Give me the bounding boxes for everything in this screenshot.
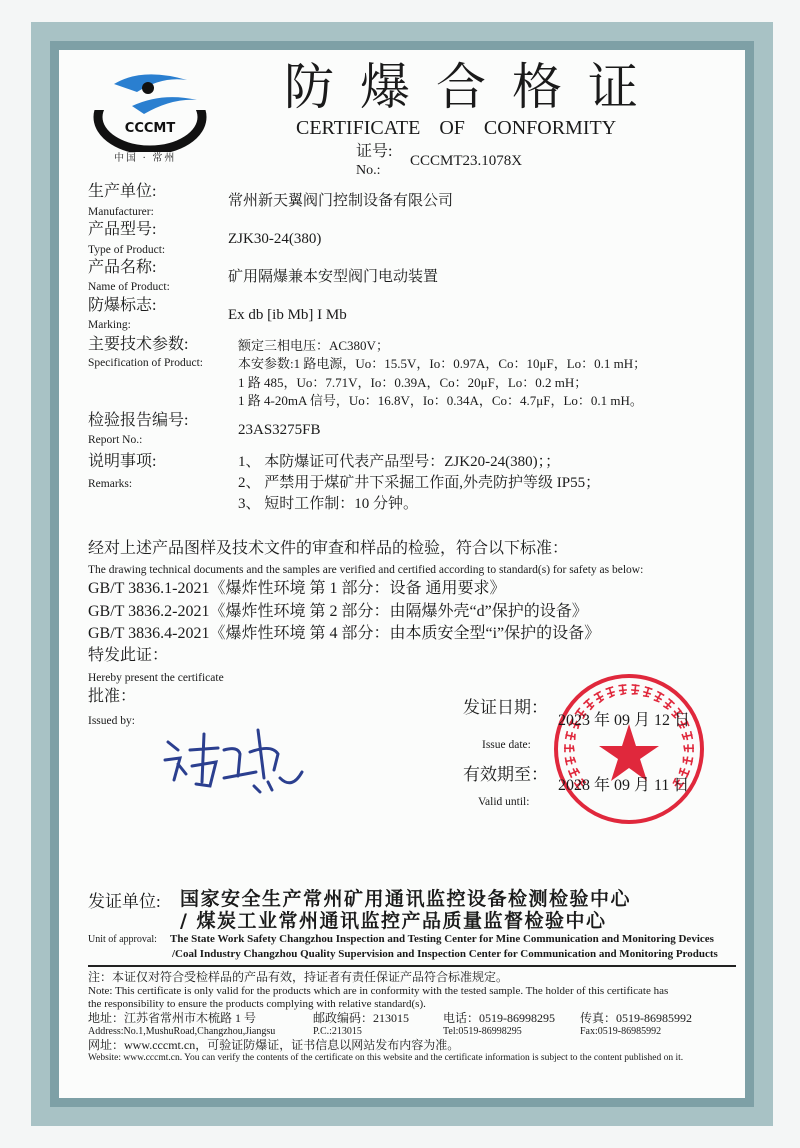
cert-no: CCCMT23.1078X — [410, 153, 523, 169]
issue-date-label-en: Issue date: — [482, 739, 531, 751]
valid-until-label-cn: 有效期至： — [463, 765, 548, 784]
spec-line: 本安参数:1 路电源，Uo：15.5V，Io：0.97A，Co：10μF，Lo：0.1 mH； — [238, 356, 647, 371]
name-label-en: Name of Product: — [88, 281, 170, 293]
manufacturer-value: 常州新天翼阀门控制设备有限公司 — [228, 193, 454, 209]
address-cn: 地址：江苏省常州市木梳路 1 号 — [88, 1010, 257, 1025]
address-en: Address:No.1,MushuRoad,Changzhou,Jiangsu — [88, 1026, 276, 1037]
present-en: Hereby present the certificate — [88, 672, 224, 684]
remark-line: 2、 严禁用于煤矿井下采掘工作面,外壳防护等级 IP55； — [238, 475, 601, 491]
remark-line: 1、 本防爆证可代表产品型号：ZJK20-24(380)；； — [238, 454, 561, 470]
unit-label-en: Unit of approval: — [88, 934, 157, 945]
certificate-title: 防爆合格证 — [284, 59, 664, 115]
standard-item: GB/T 3836.4-2021《爆炸性环境 第 4 部分：由本质安全型“i”保护的设备》 — [88, 625, 601, 642]
tel-en: Tel:0519-86998295 — [443, 1026, 522, 1037]
cert-no-label-en: No.: — [356, 163, 381, 178]
type-value: ZJK30-24(380) — [228, 231, 322, 247]
seal-star-icon — [599, 724, 659, 781]
marking-label-en: Marking: — [88, 319, 131, 331]
unit-line1-cn: 国家安全生产常州矿用通讯监控设备检测检验中心 — [180, 888, 632, 910]
remarks-label-cn: 说明事项: — [88, 453, 157, 470]
seal-glyph — [682, 756, 693, 766]
contact-row-cn — [88, 1012, 740, 1026]
type-label-en: Type of Product: — [88, 244, 166, 256]
cert-no-label-cn: 证号: — [356, 143, 393, 160]
type-label-cn: 产品型号: — [88, 221, 157, 238]
note-en: the responsibility to ensure the products complying with relative standard(s). — [88, 998, 426, 1010]
spec-line: 额定三相电压：AC380V； — [238, 338, 389, 353]
unit-line1-en: The State Work Safety Changzhou Inspection and Testing Center for Mine Communication and Monitoring Devices — [170, 933, 714, 945]
fax-cn: 传真：0519-86985992 — [580, 1010, 692, 1025]
present-cn: 特发此证： — [88, 647, 169, 664]
manufacturer-label-cn: 生产单位: — [88, 183, 157, 200]
seal-glyph — [653, 691, 665, 704]
seal-glyph — [631, 684, 640, 695]
spec-label-cn: 主要技术参数: — [88, 336, 189, 353]
contact-row-en — [88, 1025, 740, 1039]
note-en: Note: This certificate is only valid for the products which are in conformity with the tested sample. The holder of this certificate has — [88, 984, 669, 997]
seal-glyph — [642, 686, 653, 698]
seal-glyph — [583, 698, 596, 711]
cccmt-logo — [92, 62, 212, 170]
issued-by-label-en: Issued by: — [88, 715, 135, 727]
valid-until-date: 2028 年 09 月 11 日 — [558, 777, 690, 794]
fax-en: Fax:0519-86985992 — [580, 1026, 662, 1037]
tel-cn: 电话：0519-86998295 — [443, 1010, 555, 1025]
seal-glyph — [663, 698, 676, 711]
website-en: Website: www.cccmt.cn. You can verify the contents of the certificate on this website and the certificate information is subject to the content published on it. — [88, 1053, 684, 1063]
seal-glyph — [618, 684, 627, 695]
name-label-cn: 产品名称: — [88, 259, 157, 276]
signature — [160, 720, 310, 805]
postcode-en: P.C.:213015 — [313, 1026, 362, 1037]
seal-glyph — [564, 756, 575, 766]
standard-item: GB/T 3836.2-2021《爆炸性环境 第 2 部分：由隔爆外壳“d”保护的设备》 — [88, 603, 588, 620]
valid-until-label-en: Valid until: — [478, 796, 530, 808]
issued-by-label-cn: 批准： — [88, 688, 137, 705]
unit-line2-cn: / 煤炭工业常州通讯监控产品质量监督检验中心 — [180, 910, 607, 932]
postcode-cn: 邮政编码：213015 — [313, 1010, 410, 1025]
issue-date-label-cn: 发证日期： — [463, 698, 548, 717]
note-cn: 注：本证仅对符合受检样品的产品有效，持证者有责任保证产品符合标准规定。 — [88, 970, 509, 984]
manufacturer-label-en: Manufacturer: — [88, 206, 154, 218]
report-label-en: Report No.: — [88, 434, 143, 446]
seal-glyph — [682, 731, 694, 741]
footer — [88, 971, 740, 1064]
standard-item: GB/T 3836.1-2021《爆炸性环境 第 1 部分：设备 通用要求》 — [88, 580, 506, 597]
official-seal — [552, 672, 707, 832]
standards-intro-en: The drawing technical documents and the samples are verified and certified according to standard(s) for safety as below: — [88, 564, 644, 576]
remark-line: 3、 短时工作制：10 分钟。 — [238, 496, 419, 512]
name-value: 矿用隔爆兼本安型阀门电动装置 — [228, 269, 439, 285]
divider — [88, 965, 736, 967]
svg-text:CCCMT: CCCMT — [124, 121, 176, 136]
seal-glyph — [605, 686, 616, 698]
spec-line: 1 路 4-20mA 信号，Uo：16.8V，Io：0.34A，Co：4.7μF，Lo：0.1 mH。 — [238, 393, 643, 408]
spec-label-en: Specification of Product: — [88, 357, 203, 369]
marking-value: Ex db [ib Mb] I Mb — [228, 307, 347, 323]
remarks-label-en: Remarks: — [88, 478, 133, 490]
seal-glyph — [593, 691, 605, 704]
issue-date: 2023 年 09 月 12 日 — [558, 712, 691, 729]
standards-intro-cn: 经对上述产品图样及技术文件的审查和样品的检验，符合以下标准： — [88, 540, 569, 557]
seal-glyph — [565, 731, 577, 741]
marking-label-cn: 防爆标志: — [88, 297, 157, 314]
unit-label-cn: 发证单位: — [88, 892, 161, 911]
unit-line2-en: /Coal Industry Changzhou Quality Supervision and Inspection Center for Communication and Monitoring Products — [172, 948, 718, 960]
report-label-cn: 检验报告编号: — [88, 412, 189, 429]
seal-glyph — [564, 744, 574, 752]
website-cn: 网址：www.cccmt.cn，可验证防爆证，证书信息以网站发布内容为准。 — [88, 1037, 460, 1052]
logo-caption: 中国 · 常州 — [114, 153, 177, 164]
seal-glyph — [684, 744, 694, 752]
spec-line: 1 路 485，Uo：7.71V，Io：0.39A，Co：20μF，Lo：0.2 mH； — [238, 375, 588, 390]
report-value: 23AS3275FB — [238, 422, 321, 438]
certificate-subtitle: CERTIFICATE OF CONFORMITY — [296, 117, 617, 139]
